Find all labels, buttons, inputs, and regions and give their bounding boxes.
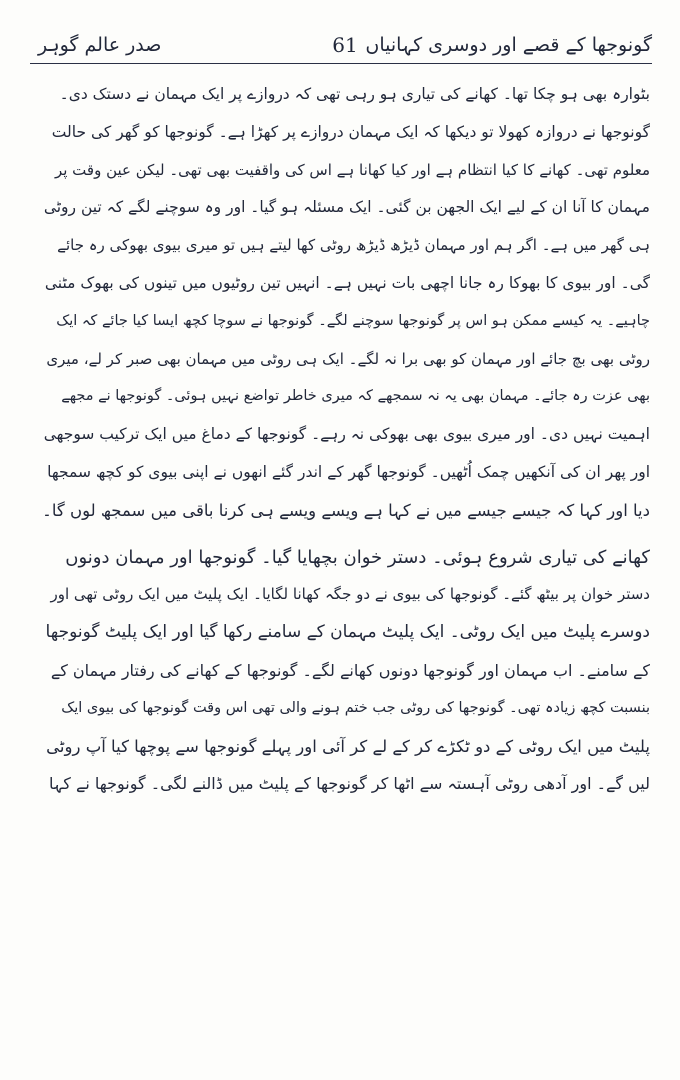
header-rule — [30, 63, 652, 64]
text-line: ہی گھر میں ہے۔ اگر ہم اور مہمان ڈیڑھ ڈیڑھ روٹی کھا لیتے ہیں تو میری بیوی بھوکی رہ جائے — [57, 236, 650, 255]
text-line: گی۔ اور بیوی کا بھوکا رہ جانا اچھی بات نہیں ہے۔ انہیں تین روٹیوں میں تینوں کی بھوک مٹنی — [44, 273, 650, 292]
text-line: بھی عزت رہ جائے۔ مہمان بھی یہ نہ سمجھے کہ میری خاطر تواضع نہیں ہوئی۔ گونوجھا نے مجھے — [61, 388, 650, 405]
paragraph-gap — [42, 530, 650, 539]
text-line: مہمان کا آنا ان کے لیے ایک الجھن بن گئی۔ ایک مسئلہ ہو گیا۔ اور وہ سوچنے لگے کہ تین روٹی — [43, 198, 650, 217]
text-line: بنسبت کچھ زیادہ تھی۔ گونوجھا کی روٹی جب ختم ہونے والی تھی اس وقت گونوجھا کی بیوی ایک — [61, 699, 650, 716]
text-line: اور پھر ان کی آنکھیں چمک اُٹھیں۔ گونوجھا گھر کے اندر گئے انھوں نے اپنی بیوی کو کچھ سمجھا — [47, 462, 650, 481]
text-line: معلوم تھی۔ کھانے کا کیا انتظام ہے اور کیا کھانا ہے اس کی واقفیت بھی تھی۔ لیکن عین وقت پر — [54, 160, 650, 179]
text-line: گونوجھا نے دروازہ کھولا تو دیکھا کہ ایک مہمان دروازے پر کھڑا ہے۔ گونوجھا کو گھر کی حالت — [51, 122, 650, 141]
text-line: دستر خوان پر بیٹھ گئے۔ گونوجھا کی بیوی نے دو جگہ کھانا لگایا۔ ایک پلیٹ میں ایک روٹی تھی اور — [50, 585, 650, 604]
text-line: بٹوارہ بھی ہو چکا تھا۔ کھانے کی تیاری ہو رہی تھی کہ دروازے پر ایک مہمان نے دستک دی۔ — [59, 85, 650, 103]
text-line: اہمیت نہیں دی۔ اور میری بیوی بھی بھوکی نہ رہے۔ گونوجھا کے دماغ میں ایک ترکیب سوجھی — [43, 425, 650, 444]
book-title: گونوجھا کے قصے اور دوسری کہانیاں — [365, 34, 652, 56]
text-line: کے سامنے۔ اب مہمان اور گونوجھا دونوں کھانے لگے۔ گونوجھا کے کھانے کی رفتار مہمان کے — [50, 660, 650, 680]
text-line: روٹی بھی بچ جائے اور مہمان کو بھی برا نہ لگے۔ ایک ہی روٹی میں مہمان بھی صبر کر لے، میری — [46, 349, 650, 368]
paragraph — [42, 76, 650, 530]
text-line: پلیٹ میں ایک روٹی کے دو ٹکڑے کر کے لے کر آئی اور پہلے گونوجھا سے پوچھا کیا آپ روٹی — [46, 736, 650, 756]
paragraph — [42, 539, 650, 804]
text-line: دوسرے پلیٹ میں ایک روٹی۔ ایک پلیٹ مہمان کے سامنے رکھا گیا اور ایک پلیٹ گونوجھا — [45, 622, 650, 643]
page-header — [38, 30, 652, 60]
text-line: لیں گے۔ اور آدھی روٹی آہستہ سے اٹھا کر گونوجھا کے پلیٹ میں ڈالنے لگی۔ گونوجھا نے کہا — [49, 774, 650, 794]
text-line: کھانے کی تیاری شروع ہوئی۔ دستر خوان بچھایا گیا۔ گونوجھا اور مہمان دونوں — [65, 546, 650, 568]
page-number: 61 — [332, 33, 358, 57]
body-text — [42, 76, 650, 803]
author-name: صدر عالم گوہر — [38, 34, 162, 56]
text-line: دیا اور کہا کہ جیسے جیسے میں نے کہا ہے ویسے ویسے ہی کرنا باقی میں سمجھ لوں گا۔ — [42, 500, 650, 520]
text-line: چاہیے۔ یہ کیسے ممکن ہو اس پر گونوجھا سوچنے لگے۔ گونوجھا نے سوچا کچھ ایسا کیا جائے کہ ایک — [56, 312, 650, 329]
